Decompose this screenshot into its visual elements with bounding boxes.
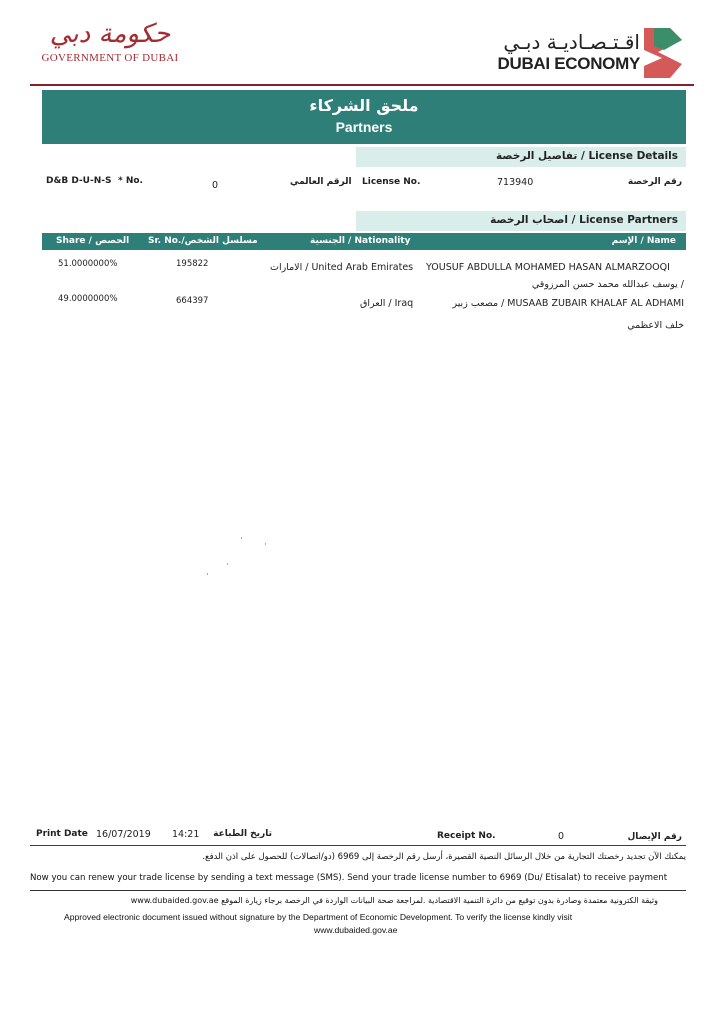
license-details-heading: تفاصيل الرخصة / License Details	[496, 150, 678, 162]
row-2-nationality: العراق / Iraq	[360, 298, 414, 309]
scan-speck: ·	[206, 570, 209, 580]
gov-logo-english: GOVERNMENT OF DUBAI	[41, 52, 179, 64]
column-share: Share / الحصص	[56, 236, 130, 246]
row-1-name: YOUSUF ABDULLA MOHAMED HASAN ALMARZOOQI	[426, 262, 670, 273]
dubai-economy-mark-icon	[644, 28, 682, 78]
sms-renewal-english: Now you can renew your trade license by sending a text message (SMS). Send your trade license number to 6969 (Du/ Etisalat) to receive payment	[30, 873, 668, 883]
scan-speck: ·	[264, 540, 267, 550]
verification-website-link[interactable]: www.dubaided.gov.ae	[314, 925, 398, 935]
row-1-nationality: الامارات / United Arab Emirates	[270, 262, 414, 273]
banner-title-arabic: ملحق الشركاء	[309, 96, 419, 115]
row-2-name-arabic: خلف الاعظمي	[627, 320, 684, 331]
footer-divider-2	[30, 890, 686, 891]
license-details-heading-bar	[356, 147, 686, 167]
license-number-label: License No.	[362, 177, 421, 187]
license-partners-heading-bar	[356, 211, 686, 231]
de-logo-arabic: اقـتـصـاديـة دبـي	[503, 30, 640, 54]
government-of-dubai-logo	[40, 18, 180, 64]
row-2-sr-no: 664397	[176, 296, 209, 306]
print-date-label: Print Date	[36, 829, 88, 839]
duns-no-label: * No.	[118, 176, 143, 186]
license-number-label-arabic: رقم الرخصة	[627, 177, 682, 187]
license-partners-heading: اصحاب الرخصة / License Partners	[490, 214, 678, 226]
banner-title-english: Partners	[335, 119, 393, 135]
row-1-sr-no: 195822	[176, 259, 209, 269]
global-number-label-arabic: الرقم العالمي	[290, 177, 352, 187]
approved-document-arabic: وثيقة الكترونية معتمدة وصادرة بدون توقيع من دائرة التنمية الاقتصادية .لمراجعة صحة البيانات الواردة في الرخصة برجاء زيارة الموقع www.dubaided.gov.ae	[130, 896, 658, 905]
duns-value: 0	[212, 180, 219, 191]
receipt-number-label: Receipt No.	[437, 831, 496, 841]
sms-renewal-arabic: يمكنك الآن تجديد رخصتك التجارية من خلال الرسائل النصية القصيرة، أرسل رقم الرخصة إلى 6969 (دو/اتصالات) للحصول على اذن الدفع.	[202, 852, 686, 862]
print-time-value: 14:21	[172, 829, 200, 840]
column-sr-no: Sr. No./مسلسل الشخص	[148, 236, 258, 246]
receipt-number-label-arabic: رقم الإيصال	[627, 832, 682, 842]
print-date-value: 16/07/2019	[96, 829, 151, 840]
header-divider	[30, 84, 694, 86]
approved-document-english: Approved electronic document issued without signature by the Department of Economic Development. To verify the license kindly visit	[64, 912, 573, 922]
dubai-economy-logo	[470, 30, 640, 74]
duns-label: D&B D-U-N-S	[46, 176, 112, 186]
print-date-label-arabic: تاريخ الطباعة	[213, 829, 272, 839]
scan-speck: ·	[226, 560, 229, 570]
partners-table-header	[42, 233, 686, 250]
license-number-value: 713940	[497, 177, 534, 188]
row-1-share: 51.0000000%	[58, 259, 118, 269]
footer-divider	[30, 845, 686, 846]
gov-logo-arabic: حكومة دبي	[49, 19, 171, 49]
partners-banner	[42, 90, 686, 144]
row-2-share: 49.0000000%	[58, 294, 118, 304]
de-logo-english: DUBAI ECONOMY	[497, 54, 640, 73]
column-nationality: الجنسية / Nationality	[310, 236, 411, 246]
row-2-name: مصعب زبير / MUSAAB ZUBAIR KHALAF AL ADHAMI	[452, 298, 684, 309]
receipt-number-value: 0	[558, 831, 565, 842]
scan-speck: ·	[240, 534, 243, 544]
column-name: الإسم / Name	[611, 236, 676, 246]
row-1-name-arabic: / يوسف عبدالله محمد حسن المرزوقي	[531, 279, 684, 290]
